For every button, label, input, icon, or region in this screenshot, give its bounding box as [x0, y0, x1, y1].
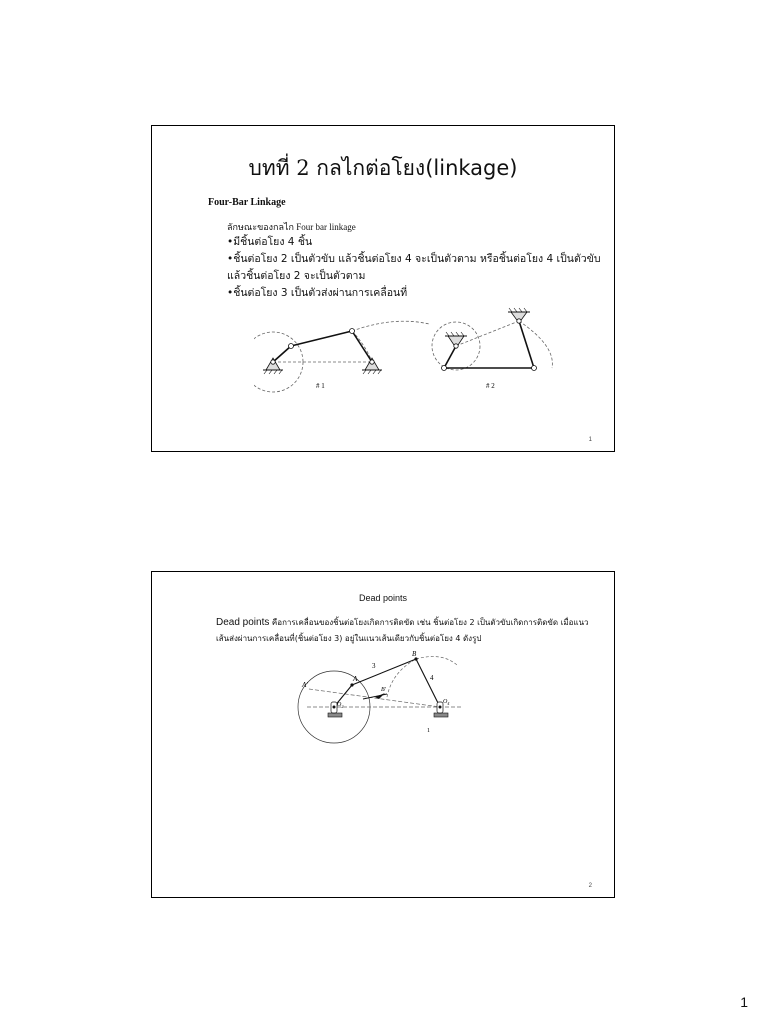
slide-2-para-line-1: คือการเคลื่อนของชิ้นต่อโยงเกิดการติดขัด เช่น ชิ้นต่อโยง 2 เป็นตัวขับเกิดการติดขัด เมื่อแนว: [269, 618, 589, 627]
slide-1-line-3: แล้วชิ้นต่อโยง 2 จะเป็นตัวตาม: [227, 270, 366, 282]
label-a-prime: A': [302, 681, 308, 689]
sheet-page-number: 1: [740, 994, 748, 1010]
slide-2-page-number: 2: [588, 883, 592, 889]
figure-2-label: # 2: [486, 382, 495, 390]
label-link-3: 3: [372, 662, 376, 670]
slide-1-title-thai: บทที่ 2 กลไกต่อโยง: [248, 156, 426, 180]
dead-point-figure: [297, 647, 467, 747]
label-ground-1: 1: [427, 728, 430, 734]
label-link-4: 4: [430, 674, 434, 682]
four-bar-figure-1: [254, 316, 429, 396]
label-b: B: [412, 650, 417, 658]
label-a: A: [353, 675, 358, 683]
slide-1: [151, 125, 615, 452]
label-b-prime: B': [381, 687, 386, 693]
slide-1-title: [152, 152, 614, 185]
slide-2: [151, 571, 615, 898]
slide-1-title-en: (linkage): [425, 156, 518, 180]
slide-1-line-4: •ชิ้นต่อโยง 3 เป็นตัวส่งผ่านการเคลื่อนที่: [227, 287, 408, 299]
label-o2: $O_2$: [337, 702, 344, 709]
slide-1-subtitle: Four-Bar Linkage: [208, 197, 286, 208]
slide-2-title: Dead points: [358, 593, 408, 603]
slide-1-bullet-list: [227, 220, 607, 302]
slide-1-line-2: •ชิ้นต่อโยง 2 เป็นตัวขับ แล้วชิ้นต่อโยง 4 จะเป็นตัวตาม หรือชิ้นต่อโยง 4 เป็นตัวขับ: [227, 253, 601, 265]
slide-1-page-number: 1: [588, 437, 592, 443]
four-bar-figure-2: [424, 306, 574, 396]
slide-1-line-0: ลักษณะของกลไก Four bar linkage: [227, 222, 356, 232]
slide-2-para-line-2: เส้นส่งผ่านการเคลื่อนที่(ชิ้นต่อโยง 3) อยู่ในแนวเส้นเดียวกับชิ้นต่อโยง 4 ดังรูป: [216, 634, 482, 643]
slide-2-paragraph: [216, 615, 596, 647]
figure-1-label: # 1: [316, 382, 325, 390]
slide-2-para-lead: Dead points: [216, 617, 270, 628]
slide-1-line-1: •มีชิ้นต่อโยง 4 ชิ้น: [227, 236, 313, 248]
label-o4: $O_4$: [443, 699, 450, 706]
